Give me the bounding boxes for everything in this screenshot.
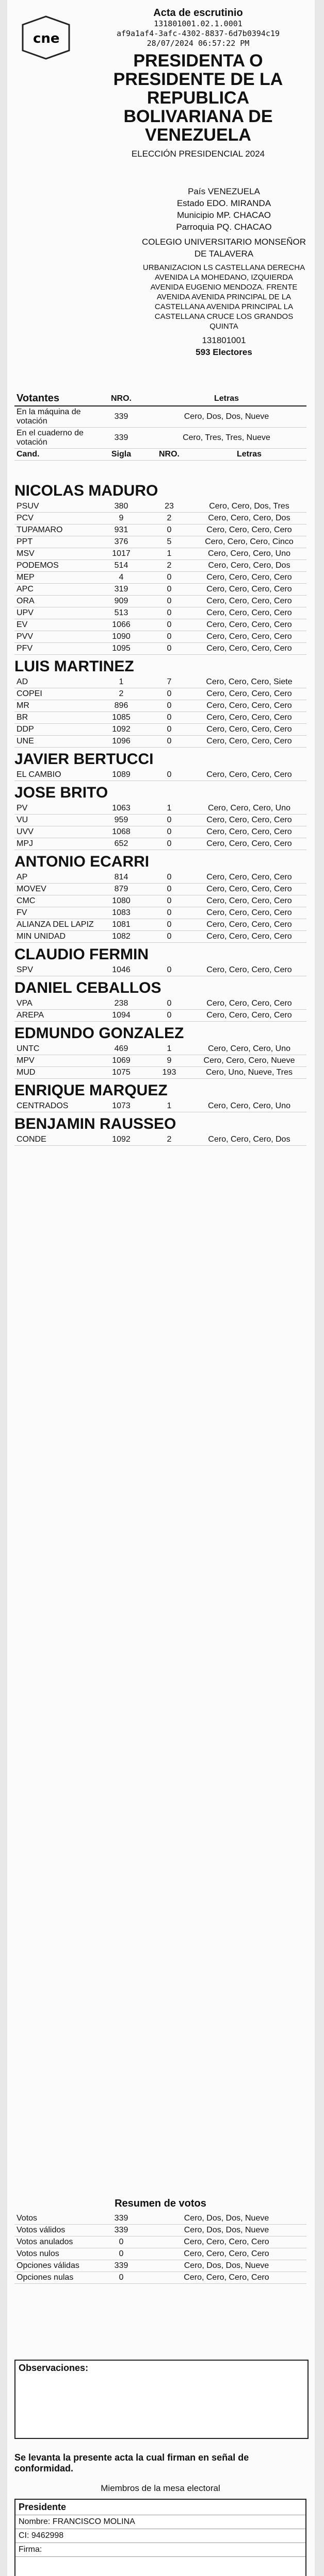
party-label: MUD [17,1068,36,1077]
party-votes: 0 [167,965,172,974]
party-votes: 0 [167,701,172,710]
table-row [14,428,306,449]
party-code: 1 [119,677,124,686]
party-votes-letters: Cero, Cero, Cero, Cero [206,689,292,698]
party-code: 514 [114,561,128,570]
acta-document [7,0,315,2576]
party-votes: 0 [167,526,172,534]
table-row [14,815,306,826]
party-votes: 0 [167,1011,172,1020]
party-votes: 0 [167,839,172,848]
party-code: 931 [114,526,128,534]
table-row [14,619,306,631]
table-row [14,584,306,596]
candidate-name: LUIS MARTINEZ [14,658,134,675]
party-votes: 0 [167,816,172,824]
party-votes: 1 [167,804,172,812]
table-row [14,1134,306,1146]
party-votes-letters: Cero, Cero, Cero, Cero [206,999,292,1008]
party-label: ORA [17,597,35,605]
members-list [14,2499,306,2576]
resumen-label: Votos nulos [17,2249,59,2258]
members-title: Miembros de la mesa electoral [101,2483,220,2493]
party-votes-letters: Cero, Cero, Cero, Cero [206,620,292,629]
party-votes-letters: Cero, Cero, Cero, Siete [206,677,293,686]
party-code: 1092 [112,1135,131,1144]
table-row [14,560,306,572]
votantes-title: Votantes [17,393,59,404]
party-label: ALIANZA DEL LAPIZ [17,920,94,929]
center-address: URBANIZACION LS CASTELLANA DERECHA AVENIDA LA MOHEDANO, IZQUIERDA AVENIDA EUGENIO MENDOZA. FRENTE AVENIDA AVENIDA PRINCIPAL DE LA CASTELLANA AVENIDA PRINCIPAL LA CASTELLANA CRUCE LOS GRANDOS QUINTA [142,263,305,331]
party-votes: 0 [167,737,172,745]
party-votes-letters: Cero, Cero, Cero, Cero [206,965,292,974]
member-box [14,2499,306,2576]
table-row [14,536,306,548]
resumen-letras: Cero, Dos, Dos, Nueve [184,2226,269,2234]
party-votes-letters: Cero, Cero, Cero, Cero [206,873,292,882]
table-row [14,1100,306,1112]
party-label: CENTRADOS [17,1101,69,1110]
party-votes: 0 [167,999,172,1008]
party-label: TUPAMARO [17,526,63,534]
party-votes-letters: Cero, Cero, Cero, Cero [206,932,292,941]
party-votes-letters: Cero, Cero, Cero, Cero [206,896,292,905]
party-votes-letters: Cero, Cero, Cero, Cero [206,908,292,917]
party-votes-letters: Cero, Cero, Cero, Cero [206,701,292,710]
party-votes: 193 [162,1068,176,1077]
party-code: 1083 [112,908,131,917]
votantes-nro: 339 [114,412,128,421]
resumen-letras: Cero, Cero, Cero, Cero [184,2238,269,2246]
votantes-letras: Cero, Tres, Tres, Nueve [183,433,270,442]
resumen-row [14,2260,306,2272]
party-votes: 0 [167,644,172,653]
col-letras: Letras [214,394,239,403]
party-votes: 9 [167,1056,172,1065]
party-label: DDP [17,725,34,734]
member-role: Presidente [15,2500,305,2515]
resumen-row [14,2272,306,2284]
resumen-letras: Cero, Dos, Dos, Nueve [184,2261,269,2270]
resumen-nro: 339 [114,2214,128,2223]
party-votes-letters: Cero, Uno, Nueve, Tres [205,1068,293,1077]
center-name: COLEGIO UNIVERSITARIO MONSEÑOR DE TALAVERA [141,237,306,259]
table-row [14,872,306,884]
resumen-row [14,2248,306,2260]
party-label: BR [17,713,28,722]
party-label: MOVEV [17,885,46,893]
party-code: 2 [119,689,124,698]
party-votes: 0 [167,873,172,882]
table-row [14,501,306,513]
party-votes-letters: Cero, Cero, Cero, Cero [206,526,292,534]
party-code: 896 [114,701,128,710]
party-votes: 0 [167,932,172,941]
table-row [14,1055,306,1067]
acta-title: Acta de escrutinio [153,7,243,19]
party-label: AD [17,677,28,686]
col-nro: NRO. [111,394,132,403]
resumen-nro: 0 [119,2238,124,2246]
table-row [14,513,306,524]
party-label: MPV [17,1056,35,1065]
party-code: 1092 [112,725,131,734]
party-votes-letters: Cero, Cero, Cero, Cero [206,737,292,745]
table-row [14,919,306,931]
party-votes-letters: Cero, Cero, Cero, Cero [206,920,292,929]
candidate-name: EDMUNDO GONZALEZ [14,1025,184,1042]
col-cand: Cand. [17,450,40,459]
candidate-name: DANIEL CEBALLOS [14,979,161,996]
party-label: UNE [17,737,34,745]
party-code: 1080 [112,896,131,905]
party-code: 9 [119,514,124,522]
table-row [14,548,306,560]
party-votes-letters: Cero, Cero, Cero, Uno [207,1044,291,1053]
resumen-label: Votos [17,2214,38,2223]
table-row [14,724,306,736]
candidate-name: NICOLAS MADURO [14,482,158,499]
candidate-name: ANTONIO ECARRI [14,853,150,870]
table-row [14,736,306,748]
party-label: FV [17,908,27,917]
party-votes-letters: Cero, Cero, Cero, Uno [207,804,291,812]
resumen-nro: 339 [114,2261,128,2270]
pais: País VENEZUELA [188,187,260,196]
party-votes-letters: Cero, Cero, Cero, Dos [208,561,290,570]
party-code: 513 [114,608,128,617]
observaciones-label: Observaciones: [19,2363,89,2373]
table-row [14,803,306,815]
party-label: UNTC [17,1044,40,1053]
party-votes: 1 [167,1101,172,1110]
candidate-name: JAVIER BERTUCCI [14,751,154,768]
party-votes-letters: Cero, Cero, Cero, Cero [206,585,292,594]
cne-logo-icon [18,14,74,61]
party-votes-letters: Cero, Cero, Cero, Cero [206,597,292,605]
party-code: 1082 [112,932,131,941]
party-votes-letters: Cero, Cero, Cero, Nueve [203,1056,295,1065]
table-row [14,769,306,781]
parroquia: Parroquia PQ. CHACAO [176,222,272,232]
member-ci: CI: 9462998 [15,2529,305,2543]
party-votes-letters: Cero, Cero, Cero, Cero [206,632,292,641]
party-label: UPV [17,608,34,617]
party-label: EV [17,620,28,629]
party-code: 1094 [112,1011,131,1020]
party-votes-letters: Cero, Cero, Cero, Cero [206,573,292,582]
resumen-label: Opciones válidas [17,2261,79,2270]
table-row [14,572,306,584]
col-letras-2: Letras [236,450,262,459]
table-row [14,1043,306,1055]
votantes-label: En el cuaderno de votación [17,429,84,447]
estado: Estado EDO. MIRANDA [176,198,271,208]
party-votes: 0 [167,920,172,929]
party-label: CONDE [17,1135,46,1144]
table-row [14,1010,306,1022]
party-label: VU [17,816,28,824]
resumen-nro: 0 [119,2249,124,2258]
party-votes: 2 [167,561,172,570]
resumen-row [14,2236,306,2248]
party-votes-letters: Cero, Cero, Cero, Cinco [205,537,294,546]
table-row [14,884,306,895]
acta-hash: af9a1af4-3afc-4302-8837-6d7b0394c19 [116,29,280,38]
candidate-name: JOSE BRITO [14,784,108,801]
svg-text:cne: cne [33,31,60,46]
party-label: UVV [17,827,34,836]
votantes-letras: Cero, Dos, Dos, Nueve [184,412,269,421]
party-code: 909 [114,597,128,605]
party-label: MSV [17,549,35,558]
party-votes-letters: Cero, Cero, Cero, Cero [206,839,292,848]
table-row [14,838,306,850]
party-code: 1095 [112,644,131,653]
party-votes: 0 [167,896,172,905]
party-code: 814 [114,873,128,882]
table-row [14,524,306,536]
col-nro-2: NRO. [159,450,180,459]
resumen-row [14,2213,306,2225]
party-code: 1085 [112,713,131,722]
party-code: 879 [114,885,128,893]
party-label: VPA [17,999,33,1008]
votantes-nro: 339 [114,433,128,442]
votantes-label: En la máquina de votación [17,408,81,426]
party-votes: 0 [167,885,172,893]
resumen-label: Votos anulados [17,2238,73,2246]
candidate-name: BENJAMIN RAUSSEO [14,1115,176,1132]
party-label: EL CAMBIO [17,770,61,779]
party-votes: 0 [167,608,172,617]
party-votes: 1 [167,1044,172,1053]
party-votes-letters: Cero, Cero, Cero, Cero [206,885,292,893]
party-label: PVV [17,632,34,641]
table-row [14,596,306,607]
party-label: PCV [17,514,34,522]
resumen-nro: 0 [119,2273,124,2282]
resumen-nro: 339 [114,2226,128,2234]
party-votes: 5 [167,537,172,546]
col-sigla: Sigla [111,450,132,459]
center-code: 131801001 [202,335,246,345]
candidate-name: CLAUDIO FERMIN [14,946,149,963]
party-label: MR [17,701,29,710]
party-votes: 0 [167,620,172,629]
party-votes-letters: Cero, Cero, Cero, Cero [206,608,292,617]
table-row [14,688,306,700]
table-row [14,406,306,428]
party-votes-letters: Cero, Cero, Cero, Uno [207,1101,291,1110]
party-votes-letters: Cero, Cero, Cero, Dos [208,1135,290,1144]
member-firma-label: Firma: [15,2543,305,2557]
member-nombre: Nombre: FRANCISCO MOLINA [15,2515,305,2529]
party-code: 1063 [112,804,131,812]
resumen-row [14,2225,306,2236]
party-votes: 0 [167,597,172,605]
party-votes-letters: Cero, Cero, Cero, Uno [207,549,291,558]
party-label: AREPA [17,1011,44,1020]
party-code: 959 [114,816,128,824]
party-code: 1089 [112,770,131,779]
party-label: AP [17,873,28,882]
resumen-letras: Cero, Cero, Cero, Cero [184,2273,269,2282]
party-votes: 2 [167,1135,172,1144]
acta-datetime: 28/07/2024 06:57:22 PM [147,39,250,48]
table-row [14,676,306,688]
table-row [14,700,306,712]
party-code: 380 [114,502,128,511]
table-row [14,907,306,919]
votantes-table [14,392,306,461]
table-row [14,931,306,943]
party-code: 4 [119,573,124,582]
party-label: PPT [17,537,33,546]
party-label: MIN UNIDAD [17,932,66,941]
acta-code: 131801001.02.1.0001 [154,19,242,28]
party-votes-letters: Cero, Cero, Cero, Cero [206,1011,292,1020]
party-votes: 0 [167,689,172,698]
municipio: Municipio MP. CHACAO [176,210,271,220]
party-label: PV [17,804,28,812]
election-name: ELECCIÓN PRESIDENCIAL 2024 [131,149,265,159]
resumen-table [14,2195,306,2284]
party-code: 1066 [112,620,131,629]
party-votes: 0 [167,585,172,594]
table-row [14,964,306,976]
party-code: 1081 [112,920,131,929]
party-votes: 7 [167,677,172,686]
party-votes-letters: Cero, Cero, Cero, Dos [208,514,290,522]
party-label: PODEMOS [17,561,59,570]
electores: 593 Electores [196,347,252,357]
resumen-label: Opciones nulas [17,2273,74,2282]
party-code: 1069 [112,1056,131,1065]
candidate-name: ENRIQUE MARQUEZ [14,1082,168,1099]
party-votes: 0 [167,713,172,722]
party-votes-letters: Cero, Cero, Cero, Cero [206,770,292,779]
table-row [14,712,306,724]
party-code: 1073 [112,1101,131,1110]
party-label: CMC [17,896,36,905]
party-code: 376 [114,537,128,546]
party-votes: 0 [167,908,172,917]
table-row [14,643,306,655]
party-votes: 0 [167,632,172,641]
resumen-title: Resumen de votos [115,2198,206,2209]
table-row [14,998,306,1010]
party-votes-letters: Cero, Cero, Cero, Cero [206,816,292,824]
party-votes-letters: Cero, Cero, Cero, Cero [206,713,292,722]
party-code: 1075 [112,1068,131,1077]
signature-scribble-icon [15,2557,304,2576]
party-votes: 1 [167,549,172,558]
party-code: 652 [114,839,128,848]
party-label: MPJ [17,839,33,848]
party-label: COPEI [17,689,42,698]
signature-area[interactable] [15,2557,305,2576]
table-row [14,1067,306,1079]
candidates-table [14,479,306,1146]
header [7,0,315,185]
party-label: PSUV [17,502,39,511]
party-label: APC [17,585,34,594]
party-code: 238 [114,999,128,1008]
table-row [14,826,306,838]
party-code: 1090 [112,632,131,641]
closing-text: Se levanta la presente acta la cual firman en señal de conformidad. [14,2452,249,2473]
resumen-letras: Cero, Cero, Cero, Cero [184,2249,269,2258]
party-label: PFV [17,644,33,653]
party-votes-letters: Cero, Cero, Dos, Tres [209,502,289,511]
party-votes-letters: Cero, Cero, Cero, Cero [206,827,292,836]
party-votes-letters: Cero, Cero, Cero, Cero [206,725,292,734]
party-votes: 23 [165,502,174,511]
location-block [141,185,306,358]
party-label: MEP [17,573,35,582]
party-label: SPV [17,965,34,974]
party-votes: 0 [167,770,172,779]
party-code: 319 [114,585,128,594]
party-votes: 0 [167,827,172,836]
party-code: 1068 [112,827,131,836]
table-row [14,607,306,619]
resumen-label: Votos válidos [17,2226,66,2234]
party-code: 469 [114,1044,128,1053]
observaciones-box[interactable] [14,2360,309,2439]
party-votes: 0 [167,573,172,582]
party-code: 1046 [112,965,131,974]
party-code: 1096 [112,737,131,745]
table-row [14,631,306,643]
party-votes: 2 [167,514,172,522]
party-votes: 0 [167,725,172,734]
election-heading: PRESIDENTA O PRESIDENTE DE LA REPUBLICA BOLIVARIANA DE VENEZUELA [113,51,283,145]
table-row [14,895,306,907]
resumen-letras: Cero, Dos, Dos, Nueve [184,2214,269,2223]
party-code: 1017 [112,549,131,558]
party-votes-letters: Cero, Cero, Cero, Cero [206,644,292,653]
